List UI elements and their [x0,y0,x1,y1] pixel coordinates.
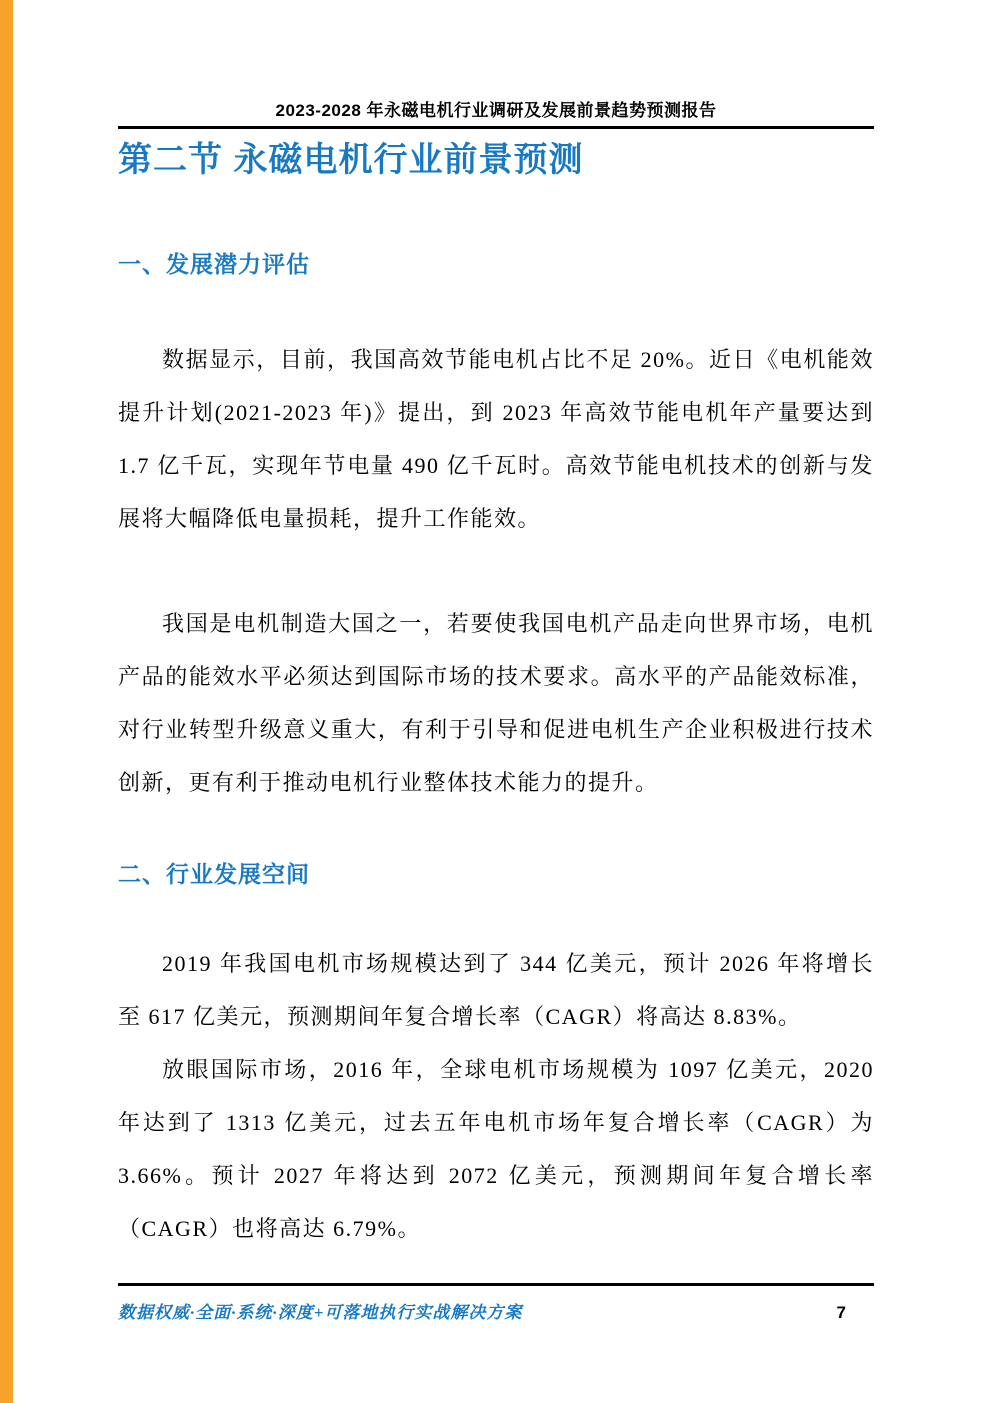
page-content [118,0,874,1255]
page-footer [118,1283,874,1323]
page-number: 7 [836,1303,846,1322]
report-header-title: 2023-2028 年永磁电机行业调研及发展前景趋势预测报告 [275,101,717,120]
section-heading-2: 二、行业发展空间 [118,861,310,887]
paragraph: 放眼国际市场，2016 年，全球电机市场规模为 1097 亿美元，2020 年达到了 1313 亿美元，过去五年电机市场年复合增长率（CAGR）为 3.66%。预计 2027 年将达到 2072 亿美元，预测期间年复合增长率（CAGR）也将高达 6.79%。 [118,1057,874,1241]
header-rule [118,126,874,129]
paragraph: 数据显示，目前，我国高效节能电机占比不足 20%。近日《电机能效提升计划(2021-2023 年)》提出，到 2023 年高效节能电机年产量要达到 1.7 亿千瓦，实现年节电量 490 亿千瓦时。高效节能电机技术的创新与发展将大幅降低电量损耗，提升工作能效。 [118,347,874,531]
left-accent-bar [0,0,13,1403]
paragraph: 我国是电机制造大国之一，若要使我国电机产品走向世界市场，电机产品的能效水平必须达到国际市场的技术要求。高水平的产品能效标准，对行业转型升级意义重大，有利于引导和促进电机生产企业积极进行技术创新，更有利于推动电机行业整体技术能力的提升。 [118,611,874,795]
paragraph: 2019 年我国电机市场规模达到了 344 亿美元，预计 2026 年将增长至 617 亿美元，预测期间年复合增长率（CAGR）将高达 8.83%。 [118,951,874,1029]
footer-slogan: 数据权威·全面·系统·深度+可落地执行实战解决方案 [118,1303,523,1322]
chapter-title: 第二节 永磁电机行业前景预测 [118,141,584,179]
section-heading-1: 一、发展潜力评估 [118,251,310,277]
